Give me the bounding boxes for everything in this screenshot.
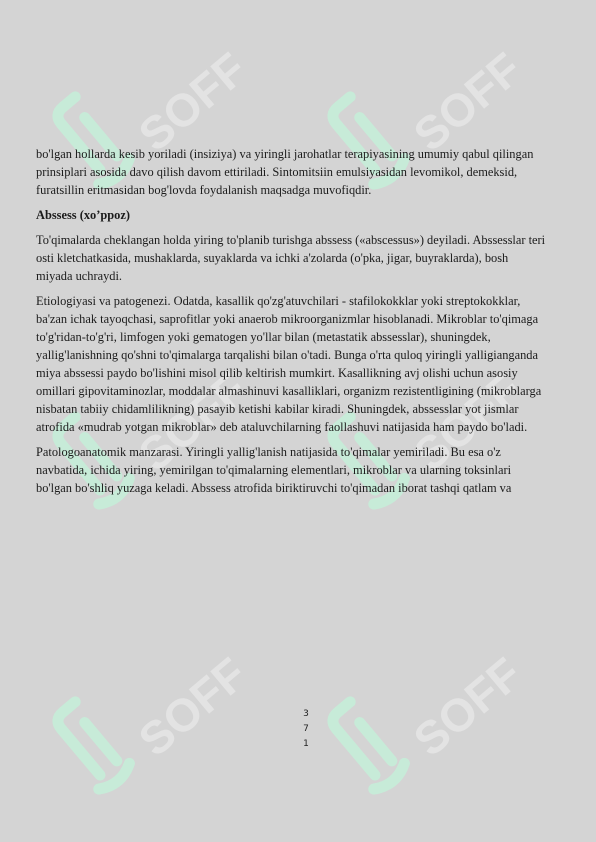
watermark-text: SOFF (403, 42, 532, 162)
watermark-bottom-left (70, 647, 280, 795)
paragraph-pathology: Patologoanatomik manzarasi. Yiringli yallig'lanish natijasida to'qimalar yemiriladi. Bu esa o'z navbatida, ichida yiring, yemirilgan to'qimalarning elementlari, mikroblar va ularning toksinlari bo'lgan bo'shliq yuzaga keladi. Abssess atrofida biriktiruvchi to'qimadan iborat tashqi qatlam va (36, 445, 512, 495)
document-body (36, 145, 546, 504)
page-number-digit: 3 (303, 709, 309, 719)
paragraph-insiziya: bo'lgan hollarda kesib yoriladi (insiziya) va yiringli jarohatlar terapiyasining umumiy qabul qilingan prinsiplari asosida davo qilish davom ettiriladi. Sintomitsiin emulsiyasidan levomikol, demeksid, furatsillin eritmasidan bog'lovda foydalanish maqsadga muvofiqdir. (36, 147, 534, 197)
page-number-digit: 7 (303, 724, 309, 734)
page-number-digit: 1 (303, 739, 309, 749)
watermark-text: SOFF (128, 362, 257, 482)
watermark-text: SOFF (128, 647, 257, 767)
watermark-bottom-right (345, 647, 555, 795)
watermark-logo (345, 647, 555, 795)
watermark-mark-icon (321, 701, 408, 794)
watermark-text: SOFF (128, 42, 257, 162)
watermark-mark-icon (46, 701, 133, 794)
watermark-logo (70, 647, 280, 795)
paragraph-definition: To'qimalarda cheklangan holda yiring to'planib turishga abssess («abscessus») deyiladi. Abssesslar teri osti kletchatkasida, mushaklarda, suyaklarda va ichki a'zolarda (o'pka, jigar, buyraklarda), bosh miyada uchraydi. (36, 233, 546, 283)
watermark-text: SOFF (403, 647, 532, 767)
watermark-text: SOFF (403, 362, 532, 482)
page-number (296, 707, 316, 752)
section-heading: Abssess (xo’ppoz) (36, 208, 130, 222)
paragraph-etiology: Etiologiyasi va patogenezi. Odatda, kasallik qo'zg'atuvchilari - stafilokokklar yoki streptokokklar, ba'zan ichak tayoqchasi, saprofitlar yoki anaerob mikroorganizmlar hisoblanadi. Mikroblar to'qimaga to'g'ridan-to'g'ri, limfogen yoki gematogen yo'llar bilan (metastatik abssesslar), shuningdek, yallig'lanishning qo'shni to'qimalarga tarqalishi bilan o'tadi. Bunga o'rta quloq yiringli yalligianganda miya abssessi paydo bo'lishini misol qilib keltirish mumkirt. Kasallikning avj olishi uchun asosiy omillari gipovitaminozlar, moddalar almashinuvi kasalliklari, organizm rezistentligining (mikroblarga nisbatan tabiiy chidamlilikning) pasayib ketishi kabilar kiradi. Shuningdek, abssesslar yot jismlar atrofida «mudrab yotgan mikroblar» deb ataluvchilarning faollashuvi natijasida ham paydo bo'ladi. (36, 294, 542, 434)
